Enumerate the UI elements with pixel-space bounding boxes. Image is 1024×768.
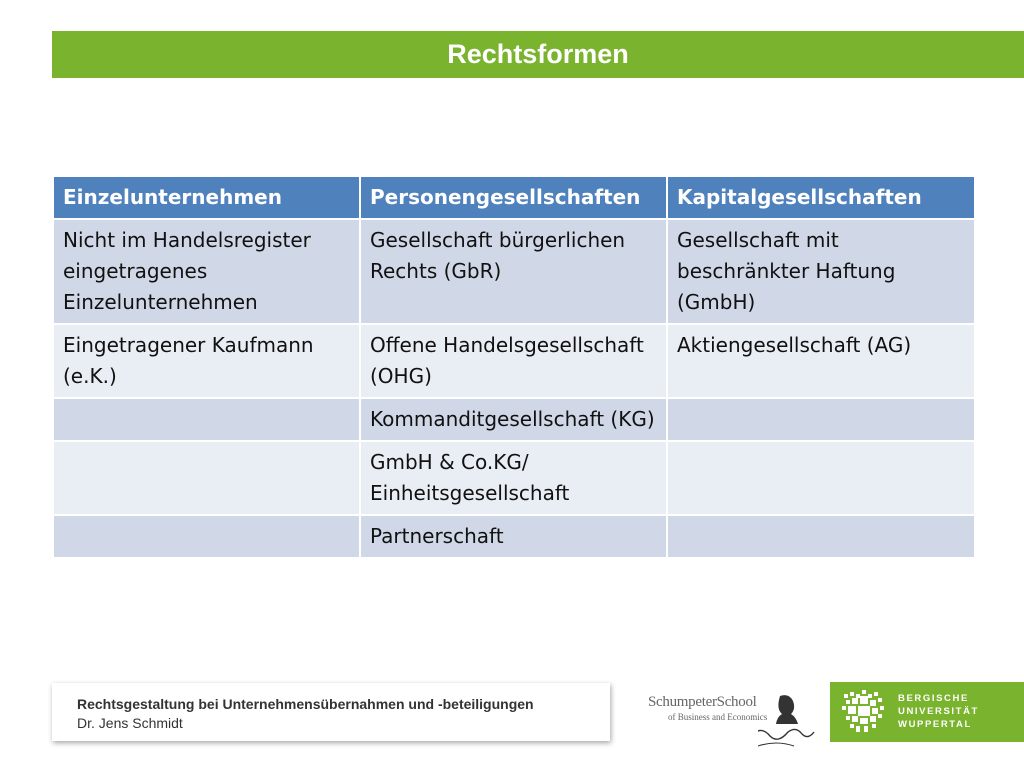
course-title: Rechtsgestaltung bei Unternehmensübernahmen und -beteiligungen	[77, 696, 534, 712]
table-cell: Gesellschaft bürgerlichen Rechts (GbR)	[360, 219, 667, 324]
table-row	[53, 219, 975, 324]
footer-box	[52, 683, 610, 741]
table-cell	[667, 441, 975, 515]
table-cell: Gesellschaft mit beschränkter Haftung (GmbH)	[667, 219, 975, 324]
table-cell: Kommanditgesellschaft (KG)	[360, 398, 667, 441]
table-cell: Aktiengesellschaft (AG)	[667, 324, 975, 398]
university-logo	[830, 682, 1024, 742]
table-header-row	[53, 176, 975, 219]
university-line-2: UNIVERSITÄT	[898, 706, 979, 717]
table-row	[53, 324, 975, 398]
column-header-personengesellschaften: Personengesellschaften	[360, 176, 667, 219]
title-bar	[52, 31, 1024, 78]
table-row	[53, 441, 975, 515]
column-header-kapitalgesellschaften: Kapitalgesellschaften	[667, 176, 975, 219]
university-name	[898, 692, 979, 731]
table-cell: Partnerschaft	[360, 515, 667, 558]
university-line-1: BERGISCHE	[898, 693, 969, 704]
table-row	[53, 515, 975, 558]
table-cell	[53, 441, 360, 515]
page-title: Rechtsformen	[447, 39, 629, 69]
author-name: Dr. Jens Schmidt	[77, 715, 183, 731]
schumpeter-school-logo	[648, 690, 818, 750]
portrait-signature-icon	[758, 690, 818, 750]
table-cell: Offene Handelsgesellschaft (OHG)	[360, 324, 667, 398]
table-cell	[667, 398, 975, 441]
table-cell	[667, 515, 975, 558]
school-name: SchumpeterSchool	[648, 694, 757, 710]
table-cell	[53, 515, 360, 558]
table-cell: Eingetragener Kaufmann (e.K.)	[53, 324, 360, 398]
legal-forms-table	[52, 175, 976, 559]
table-row	[53, 398, 975, 441]
lion-emblem-icon	[840, 688, 888, 736]
school-subtitle: of Business and Economics	[668, 712, 768, 722]
column-header-einzelunternehmen: Einzelunternehmen	[53, 176, 360, 219]
table-cell: GmbH & Co.KG/ Einheitsgesellschaft	[360, 441, 667, 515]
table-cell: Nicht im Handelsregister eingetragenes Einzelunternehmen	[53, 219, 360, 324]
university-line-3: WUPPERTAL	[898, 719, 972, 730]
table-cell	[53, 398, 360, 441]
